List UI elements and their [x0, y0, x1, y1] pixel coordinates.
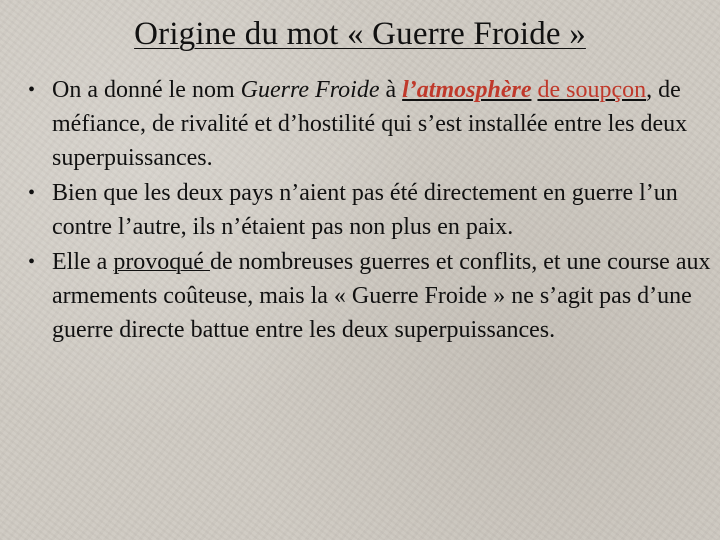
- bullet-text: Bien que les deux pays n’aient pas été directement en guerre l’un contre l’autre, ils n’étaient pas non plus en paix.: [52, 180, 678, 240]
- bullet-text: à: [379, 77, 403, 103]
- bullet-text: On a donné le nom: [52, 77, 241, 103]
- bullet-text: , de méfiance, de rivalité et d’hostilité qui s’est installée entre les deux superpuissances.: [52, 77, 688, 171]
- slide-title: Origine du mot « Guerre Froide »: [134, 16, 586, 52]
- italic-term: Guerre Froide: [240, 77, 380, 103]
- bullet-item: [28, 73, 712, 175]
- bullet-icon: •: [28, 182, 36, 204]
- bullet-list: [28, 73, 712, 348]
- bullet-text: de nombreuses guerres et conflits, et une course aux armements coûteuse, mais la « Guerre Froide » ne s’agit pas d’une guerre directe battue entre les deux superpuissances.: [52, 249, 711, 343]
- bullet-text: Elle a: [52, 249, 114, 275]
- bullet-item: [28, 245, 712, 347]
- highlighted-term: l’atmosphère: [402, 77, 532, 103]
- highlighted-term: de soupçon: [537, 77, 647, 103]
- bullet-item: [28, 176, 712, 244]
- bullet-icon: •: [28, 79, 36, 101]
- underlined-term: provoqué: [113, 249, 210, 275]
- bullet-icon: •: [28, 251, 36, 273]
